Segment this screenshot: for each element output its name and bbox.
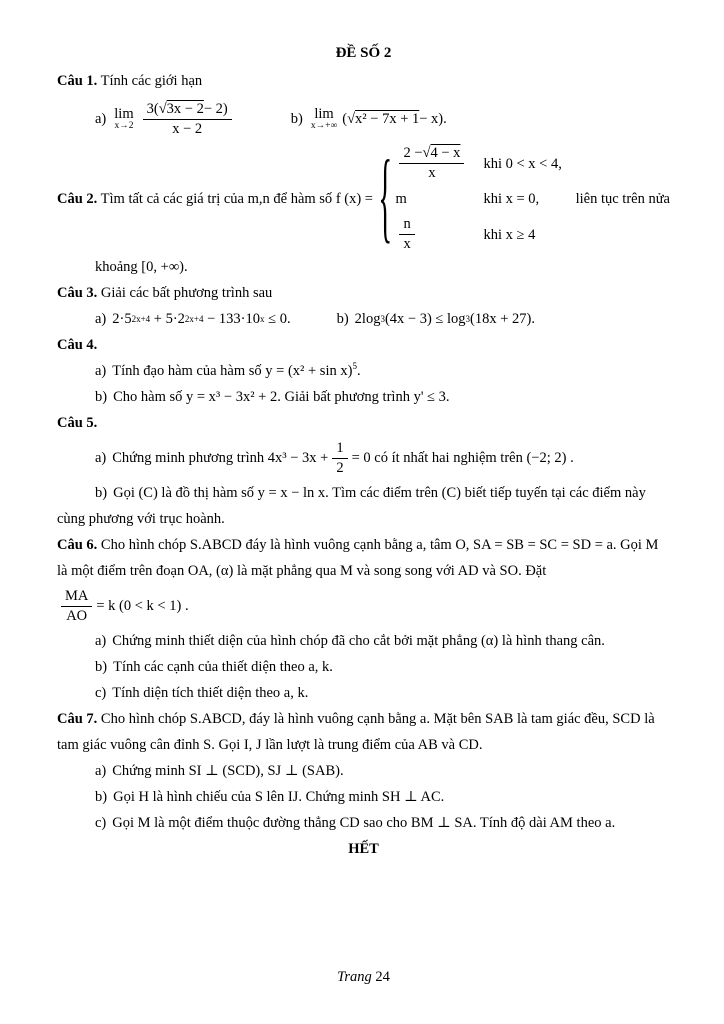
q1-items-row (57, 94, 670, 144)
fraction-numerator (399, 144, 464, 164)
limit-operator (311, 107, 337, 131)
lim-word: lim (314, 106, 334, 122)
q4-heading (57, 332, 670, 358)
q4-a-period: . (356, 363, 361, 379)
sqrt-expression (347, 106, 419, 132)
fraction (332, 439, 347, 478)
q2-text: Tìm tất cả các giá trị của m,n để hàm số (100, 191, 333, 207)
q5-b-continuation (57, 506, 670, 532)
q7-text-line2: tam giác vuông cân đỉnh S. Gọi I, J lần lượt là trung điểm của AB và CD. (57, 737, 483, 753)
q1-a-label: a) (95, 111, 107, 127)
q1-intro: Tính các giới hạn (100, 73, 203, 89)
expr-open: ( (342, 111, 348, 127)
fraction-denominator: AO (66, 607, 88, 624)
q6-c-text: Tính diện tích thiết diện theo a, k. (112, 685, 309, 701)
q7-item-b (57, 784, 670, 810)
fraction-denominator: x (428, 165, 436, 181)
piecewise-brace: { (378, 140, 393, 254)
q1-item-a (95, 100, 236, 139)
q5-a-pre: Chứng minh phương trình 4x³ − 3x + (112, 450, 329, 466)
q6-a-label: a) (95, 633, 107, 649)
q2-label: Câu 2. (57, 191, 98, 207)
q6-c-label: c) (95, 685, 107, 701)
q1-item-b (291, 106, 447, 132)
footer-label: Trang (337, 969, 372, 985)
q6-b-label: b) (95, 659, 108, 675)
superscript: 5 (352, 361, 357, 372)
q5-a-post: = 0 có ít nhất hai nghiệm trên (−2; 2) . (351, 450, 574, 466)
q3-b-label: b) (336, 311, 349, 327)
q3-a-rhs: ≤ 0. (268, 311, 291, 327)
q6-a-text: Chứng minh thiết diện của hình chóp đã cho cắt bởi mặt phẳng (α) là hình thang cân. (112, 633, 605, 649)
q5-heading (57, 410, 670, 436)
q6-item-c (57, 680, 670, 706)
q4-b-label: b) (95, 389, 108, 405)
q5-item-b (57, 480, 670, 506)
q7-b-text: Gọi H là hình chiếu của S lên IJ. Chứng minh SH ⊥ AC. (113, 789, 445, 805)
end-marker (57, 836, 670, 862)
q4-label: Câu 4. (57, 337, 98, 353)
q3-item-b: b) 2log 3 (4x − 3) ≤ log 3 (18x + 27). (337, 306, 535, 332)
page-footer (57, 964, 670, 990)
q3-heading (57, 280, 670, 306)
num-prefix: 3( (146, 100, 159, 117)
q6-paragraph-line2 (57, 558, 670, 584)
q3-a-term2: + 5·2 (153, 311, 185, 327)
q7-b-label: b) (95, 789, 108, 805)
q3-b-term3: (18x + 27). (470, 311, 535, 327)
q2-intro (57, 186, 373, 212)
q6-paragraph-line1 (57, 532, 670, 558)
q1-heading (57, 68, 670, 94)
q3-a-term3: − 133·10 (207, 311, 260, 327)
num-prefix: 2 − (403, 145, 423, 161)
limit-operator (114, 107, 133, 131)
q7-c-label: c) (95, 815, 107, 831)
fraction-denominator: x − 2 (172, 120, 203, 137)
q3-label: Câu 3. (57, 285, 98, 301)
q6-label: Câu 6. (57, 537, 98, 553)
q4-a-label: a) (95, 363, 107, 379)
q5-b-label: b) (95, 485, 108, 501)
fraction-numerator: MA (61, 587, 92, 607)
case-2 (395, 186, 561, 212)
q4-item-b (57, 384, 670, 410)
q2-continuation-text: khoảng [0, +∞). (95, 259, 188, 275)
fraction-numerator: n (399, 215, 414, 235)
sqrt-expression (423, 145, 461, 161)
q7-paragraph-line2 (57, 732, 670, 758)
case-3 (395, 215, 561, 254)
case-1 (395, 144, 561, 183)
q7-a-text: Chứng minh SI ⊥ (SCD), SJ ⊥ (SAB). (112, 763, 344, 779)
q6-text-line1: Cho hình chóp S.ABCD đáy là hình vuông cạnh bằng a, tâm O, SA = SB = SC = SD = a. Gọi M (100, 537, 659, 553)
lim-subscript: x→+∞ (310, 121, 338, 131)
q6-b-text: Tính các cạnh của thiết diện theo a, k. (113, 659, 333, 675)
sqrt-expression (159, 101, 204, 117)
q1-b-label: b) (290, 111, 303, 127)
fraction-denominator: x (403, 236, 411, 252)
q5-label: Câu 5. (57, 415, 98, 431)
q4-item-a (57, 358, 670, 384)
lim-word: lim (114, 106, 134, 122)
q3-items-row (57, 306, 670, 332)
q7-c-text: Gọi M là một điểm thuộc đường thẳng CD sao cho BM ⊥ SA. Tính độ dài AM theo a. (112, 815, 616, 831)
q5-b-text: Gọi (C) là đồ thị hàm số y = x − ln x. Tìm các điểm trên (C) biết tiếp tuyến tại các điểm này (113, 485, 646, 501)
fraction-numerator: 1 (332, 439, 347, 459)
q4-a-text: Tính đạo hàm của hàm số y = (x² + sin x) (112, 363, 353, 379)
radicand: 4 − x (430, 145, 461, 161)
fraction (143, 100, 232, 139)
q7-label: Câu 7. (57, 711, 98, 727)
case-3-condition: khi x ≥ 4 (483, 226, 536, 243)
q3-item-a: a) 2·5 2x+4 + 5·2 2x+4 − 133·10 x ≤ 0. (95, 306, 291, 332)
q6-item-a (57, 628, 670, 654)
q3-b-term2: (4x − 3) ≤ log (384, 311, 466, 327)
q5-a-label: a) (95, 450, 107, 466)
lim-subscript: x→2 (114, 121, 134, 131)
sqrt-sign: √ (422, 145, 431, 161)
q3-a-label: a) (95, 311, 107, 327)
expr-close: − x). (419, 111, 447, 127)
q7-a-label: a) (95, 763, 107, 779)
q7-text-line1: Cho hình chóp S.ABCD, đáy là hình vuông cạnh bằng a. Mặt bên SAB là tam giác đều, SCD là (100, 711, 655, 727)
q2-tail: liên tục trên nửa (575, 191, 670, 207)
q5-b-continuation-text: cùng phương với trục hoành. (57, 511, 225, 527)
q3-b-term1: 2log (354, 311, 381, 327)
fraction-numerator (143, 100, 232, 120)
radicand: 3x − 2 (166, 100, 204, 117)
q4-b-text: Cho hàm số y = x³ − 3x² + 2. Giải bất phương trình y' ≤ 3. (113, 389, 450, 405)
fraction (399, 144, 464, 183)
q2-continuation (57, 254, 670, 280)
q7-paragraph-line1 (57, 706, 670, 732)
q1-label: Câu 1. (57, 73, 98, 89)
piecewise-cases (395, 144, 561, 254)
case-1-condition: khi 0 < x < 4, (483, 155, 562, 172)
q3-intro: Giải các bất phương trình sau (100, 285, 273, 301)
q5-item-a (57, 436, 670, 480)
q7-item-c (57, 810, 670, 836)
case-3-expression (395, 215, 483, 254)
q6-ratio-line (57, 584, 670, 628)
q7-item-a (57, 758, 670, 784)
sqrt-sign: √ (158, 100, 167, 117)
fraction-denominator: 2 (336, 459, 344, 476)
page-number: 24 (375, 969, 390, 985)
doc-title: ĐỀ SỐ 2 (335, 45, 392, 61)
q6-item-b (57, 654, 670, 680)
q3-a-term1: 2·5 (112, 311, 132, 327)
radicand: x² − 7x + 1 (355, 111, 420, 127)
fraction (61, 587, 92, 626)
num-suffix: − 2) (203, 100, 228, 117)
case-2-condition: khi x = 0, (483, 191, 540, 207)
fraction (399, 215, 414, 254)
q2-block (57, 140, 670, 254)
case-1-expression (395, 144, 483, 183)
q6-ratio-rhs: = k (0 < k < 1) . (96, 598, 189, 614)
q2-function-lhs: f (x) = (335, 191, 373, 207)
q6-text-line2: là một điểm trên đoạn OA, (α) là mặt phẳng qua M và song song với AD và SO. Đặt (57, 563, 547, 579)
sqrt-sign: √ (347, 111, 356, 127)
case-2-expression: m (395, 191, 407, 207)
end-text: HẾT (348, 841, 379, 857)
